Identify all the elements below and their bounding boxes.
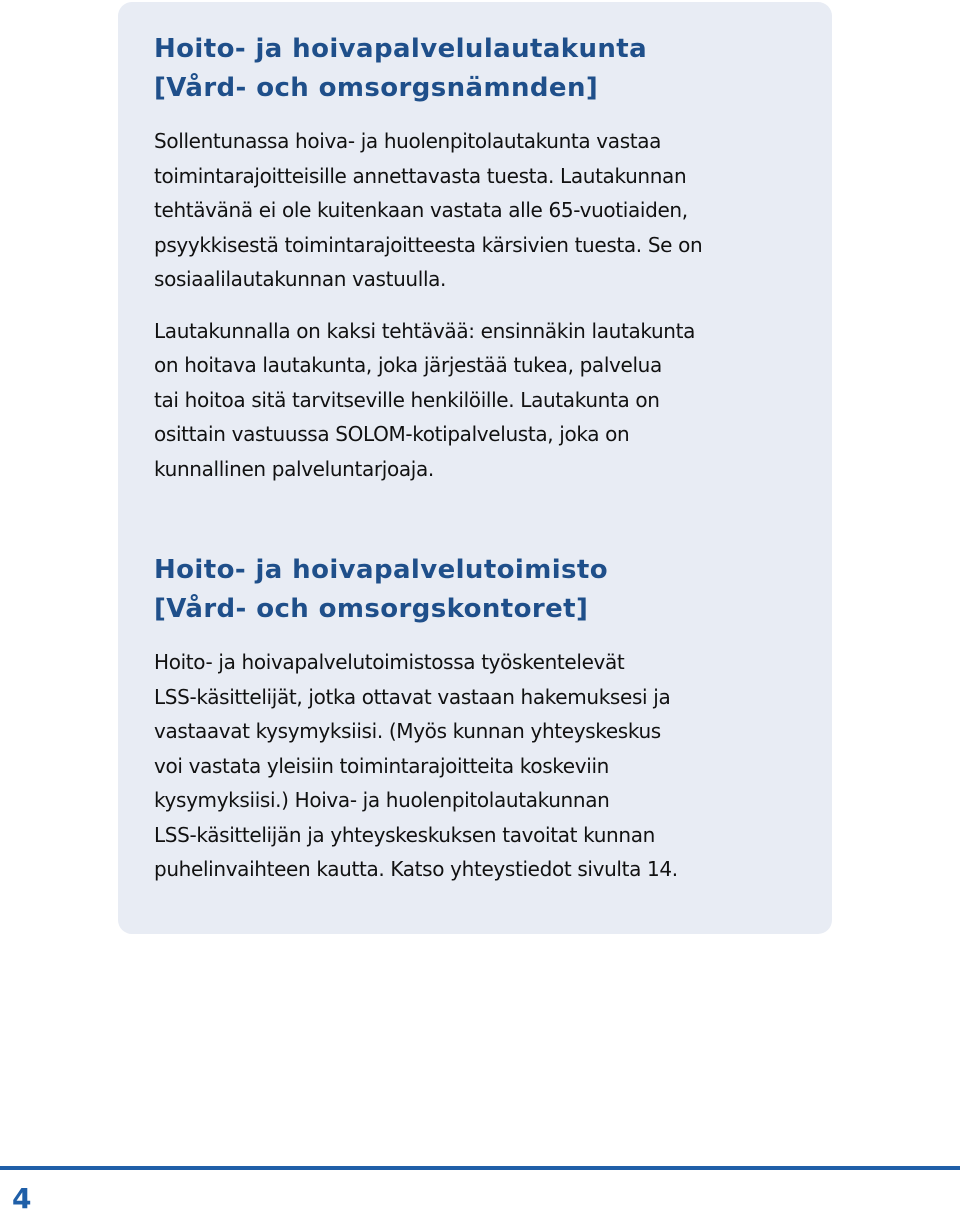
- page-number: 4: [12, 1182, 32, 1215]
- text-line: on hoitava lautakunta, joka järjestää tukea, palvelua: [154, 353, 662, 377]
- office-paragraph: [154, 645, 802, 887]
- text-line: LSS-käsittelijän ja yhteyskeskuksen tavoitat kunnan: [154, 822, 655, 847]
- title-line: [Vård- och omsorgsnämnden]: [154, 73, 599, 103]
- text-line: puhelinvaihteen kautta. Katso yhteystiedot sivulta 14.: [154, 857, 678, 881]
- text-line: Lautakunnalla on kaksi tehtävää: ensinnäkin lautakunta: [154, 318, 696, 343]
- board-paragraph-2: [154, 314, 802, 487]
- title-line: Hoito- ja hoivapalvelutoimisto: [154, 555, 608, 585]
- text-line: tehtävänä ei ole kuitenkaan vastata alle 65-vuotiaiden,: [154, 198, 688, 222]
- title-line: [Vård- och omsorgskontoret]: [154, 594, 589, 624]
- section-title-office: [154, 551, 802, 629]
- info-panel: [118, 2, 832, 934]
- text-line: osittain vastuussa SOLOM-kotipalvelusta, joka on: [154, 422, 630, 446]
- text-line: kysymyksiisi.) Hoiva- ja huolenpitolautakunnan: [154, 788, 610, 812]
- footer-divider: [0, 1166, 960, 1170]
- text-line: toimintarajoitteisille annettavasta tuesta. Lautakunnan: [154, 163, 687, 188]
- text-line: Sollentunassa hoiva- ja huolenpitolautakunta vastaa: [154, 129, 662, 153]
- text-line: vastaavat kysymyksiisi. (Myös kunnan yhteyskeskus: [154, 719, 661, 743]
- text-line: LSS-käsittelijät, jotka ottavat vastaan hakemuksesi ja: [154, 684, 671, 709]
- section-title-board: [154, 30, 802, 108]
- text-line: kunnallinen palveluntarjoaja.: [154, 456, 434, 481]
- text-line: tai hoitoa sitä tarvitseville henkilöille. Lautakunta on: [154, 387, 660, 412]
- text-line: voi vastata yleisiin toimintarajoitteita koskeviin: [154, 753, 609, 778]
- text-line: sosiaalilautakunnan vastuulla.: [154, 267, 447, 291]
- board-paragraph-1: [154, 124, 802, 297]
- text-line: Hoito- ja hoivapalvelutoimistossa työskentelevät: [154, 650, 625, 674]
- text-line: psyykkisestä toimintarajoitteesta kärsivien tuesta. Se on: [154, 232, 703, 257]
- title-line: Hoito- ja hoivapalvelulautakunta: [154, 34, 648, 64]
